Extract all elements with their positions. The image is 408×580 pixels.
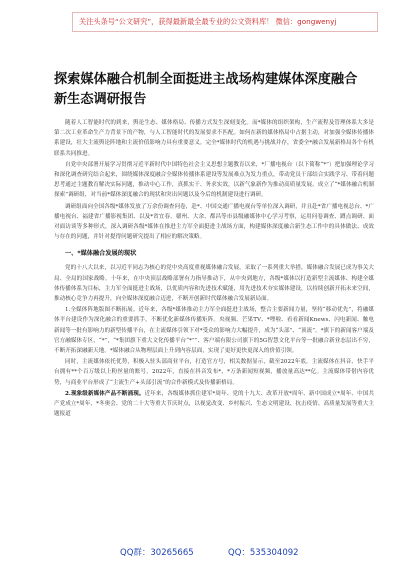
section-1-heading: 一、*媒体融合发展的现状 [65, 250, 137, 258]
section-2-heading: 2.现象级新媒体产品不断涌现。 [65, 390, 145, 397]
intro-paragraph: 随着人工智能时代的到来，舆论生态、媒体格局、传播方式发生深刻变化。而*媒体的组织架构，生产流程及管理体系大多是第二次工业革命生产力背景下的产物，与人工智能时代的发展要求不匹配。如何在新的媒体格局中占据主动，对加强全媒体传播体系建设，壮大主流舆论阵地和主流价值影响力具有重要意义。完全*媒体时代的机遇与挑战并存，省委全*融合发展新格局各个有机联系共同推进。 [54, 120, 374, 157]
method-paragraph: 调研组面向全国各级*媒体发放了万余份调查问卷，赴*、中国交通广播电视台等单位深入调研，并且赴*省广播电视总台、*广播电视台、福建省广播影视集团、以及*省宜春、赣州、大余、都昌等市县级融媒体中心学习考察，运用问卷调查、蹲点调研、面对面访谈等多种形式，深入调研各级*媒体在推进主力军全面挺进主战场方面，构建媒体深度融合新生态工作中的具体做法、成效与存在的问题，并针对提得问题研究提出了相应的解决策略。 [54, 203, 374, 241]
report-body [54, 118, 374, 420]
section-2-paragraph [54, 389, 374, 420]
qq-group-label: QQ群：30265665 [120, 548, 194, 558]
title-line-1: 探索媒体融合机制全面挺进主战场构建媒体深度融合 [54, 72, 358, 87]
section-1-paragraph-3: 同时，主流媒体依托优势，积极入驻头部商业平台，打造官方号，相关数据显示，截至2022年底，主流媒体在抖音、快手平台拥有**个百万级以上粉丝量的账号，2022年，直接在抖音发布*，*万条新闻短视频，播放量高达**亿。主流媒体带借内容优势，与商业平台形成了“主流生产+头部引流”的合作新模式及传播新格局。 [54, 359, 374, 386]
section-2-text: 近年来，各级媒体抓住建军*周年、党的十九大、改革开放*周年、新中国成立*周年、中国共产党成立*周年、*冬奥会、党的二十大等重大节庆时点，以视觉改变、乡村振兴、生态文明建设、抗击疫情、高质量发展等重大主题报道 [54, 390, 375, 418]
report-title [54, 70, 374, 110]
footer [0, 544, 408, 560]
section-1-paragraph-2: 1.全媒体阵地版图不断拓展。近年来，各级*媒体推动主力军全面挺进主战场，整合主要新闻力量，坚持“移动优先”，将融媒体平台建设作为深化融合的重要抓手，不断优化新媒体传播矩阵。央视频、芒果TV、*哩啦、看看新闻Knews、闪电新闻、触电新闻等一批有影响力的新型传播平台，在主流媒体引领下对*受众的影响力大幅提升，成为“头部”、“顶流”。*旗下的新闻客户端及官方融媒体专区，“*”，“*集团旗下重大文化传播平台“*””、客户端有限公司旗下的5G智慧文化平台等一批融合新业态层出不穷，不断开拓深融新天地。*媒体融合从物理层面上升到内容层面，实现了更好更快更深入的价值引领。 [54, 307, 374, 355]
promo-banner[interactable] [72, 12, 378, 32]
qq-contact-label: QQ：535304092 [228, 548, 299, 558]
title-line-2: 新生态调研报告 [54, 92, 147, 107]
promo-banner-text: 关注头条号“公文研究”，获得最新最全最专业的公文资料库！ 微信：gongwenyj [79, 17, 337, 26]
background-paragraph: 自党中央部署开展学习贯彻习近平新时代中国特色社会主义思想主题教育以来，*厂播电视台（以下简称“*”）把加强理论学习和深化调查研究结合起来，围绕媒体深度融合全媒体传播体系建设等发展难点为发力重点，带动党员干部结合实践学习、带着问题思考通过主题教育解决实际问题，推动中心工作，真抓实干、务求实效，以新气象新作为推动高质量发展。成立了“*媒体融合机制探索”调研组，对当前*媒体深度融合的现状和突出问题以及今后的机制建设进行调研。 [54, 161, 374, 199]
section-1-paragraph-1: 党的十八大以来，以习近平同志为核心的党中央高度重视媒体融合发展，采取了一系列重大举措，媒体融合发展已成为事关大局、全局的国家战略。十年来，在中央顶层战略部署有力指导推动下，从中央到地方，各级*媒体以打造新型主流媒体、构建全媒体传播体系为目标，主力军全面挺进主战场，以优质内容和先进技术赋能，用先进技术夯实媒体建设，以持续创新开拓未来空间，推动核心竞争力再提升，向全媒体深度融合迈进，不断开创新时代媒体融合发展新局面。 [54, 265, 374, 303]
